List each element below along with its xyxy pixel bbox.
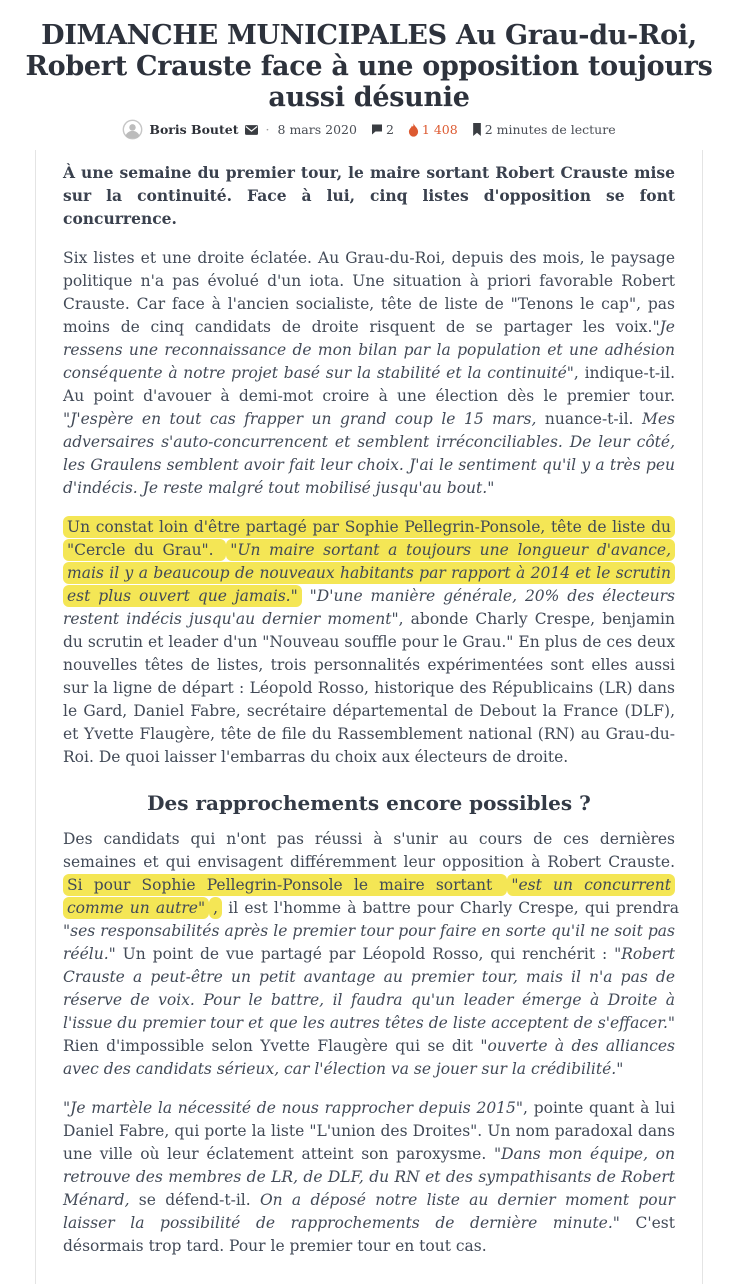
views-count: 1 408: [408, 122, 458, 137]
article-paragraph: [63, 828, 679, 1081]
bookmark-icon: [472, 123, 482, 136]
text-segment: se défend-t-il.: [129, 1191, 260, 1209]
highlighted-text: Si pour Sophie Pellegrin-Ponsole le maire sortant: [63, 874, 507, 896]
text-segment: "ouverte à des alliances avec des candidats sérieux, car l'élection va se jouer sur la crédibilité.": [63, 1037, 675, 1078]
article-content: [63, 247, 679, 1258]
avatar[interactable]: [122, 119, 143, 140]
highlighted-text: Un constat loin d'être partagé par Sophie Pellegrin-Ponsole, tête de liste du "Cercle du Grau".: [63, 516, 675, 561]
text-segment: [302, 587, 310, 605]
text-segment: "ses responsabilités après le premier tour pour faire en sorte qu'il ne soit pas réélu.": [63, 922, 675, 963]
comment-icon: [371, 124, 383, 135]
flame-icon: [408, 123, 419, 137]
highlighted-text: "est un concurrent comme un autre": [63, 874, 675, 919]
text-segment: nuance-t-il.: [536, 410, 642, 428]
text-segment: , abonde Charly Crespe, benjamin du scrutin et leader d'un "Nouveau souffle pour le Grau." En plus de ces deux nouvelles têtes de listes, trois personnalités expérimentées sont elles aussi sur la ligne de départ : Léopold Rosso, historique des Républicains (LR) dans le Gard, Daniel Fabre, secrétaire départemental de Debout la France (DLF), et Yvette Flaugère, tête de file du Rassemblement national (RN) au Grau-du-Roi. De quoi laisser l'embarras du choix aux électeurs de droite.: [63, 610, 675, 766]
text-segment: Un point de vue partagé par Léopold Rosso, qui renchérit :: [115, 945, 615, 963]
article-paragraph: [63, 247, 675, 500]
comments-count[interactable]: 2: [371, 122, 394, 137]
text-segment: il est l'homme à battre pour Charly Crespe, qui prendra: [222, 899, 679, 917]
author-name[interactable]: Boris Boutet: [149, 122, 239, 137]
text-segment: "Je ressens une reconnaissance de mon bilan par la population et une adhésion conséquente à notre projet basé sur la stabilité et la continuité": [63, 318, 675, 382]
byline: [0, 119, 738, 140]
text-segment: , pointe quant à lui Daniel Fabre, qui porte la liste "L'union des Droites". Un nom paradoxal dans une ville où leur éclatement atteint son paroxysme.: [63, 1099, 675, 1163]
envelope-icon[interactable]: [245, 125, 258, 135]
text-segment: Des candidats qui n'ont pas réussi à s'unir au cours de ces dernières semaines et qui envisagent différemment leur opposition à Robert Crauste.: [63, 830, 675, 871]
highlighted-text: ,: [209, 897, 222, 919]
text-segment: Mes adversaires s'auto-concurrencent et semblent irréconciliables. De leur côté, les Graulens semblent avoir fait leur choix. J'ai le sentiment qu'il y a très peu d'indécis. Je reste malgré tout mobilisé jusqu'au bout.": [63, 410, 675, 497]
article-paragraph: [63, 516, 675, 769]
text-segment: On a déposé notre liste au dernier moment pour laisser la possibilité de rapprochements de dernière minute.": [63, 1191, 675, 1232]
text-segment: "J'espère en tout cas frapper un grand coup le 15 mars,: [63, 410, 537, 428]
text-segment: "Robert Crauste a peut-être un petit avantage au premier tour, mais il n'a pas de réserve de voix. Pour le battre, il faudra qu'un leader émerge à Droite à l'issue du premier tour et que les autres têtes de liste acceptent de s'effacer.": [63, 945, 675, 1032]
highlighted-text: "Un maire sortant a toujours une longueur d'avance, mais il y a beaucoup de nouveaux habitants par rapport à 2014 et le scrutin est plus ouvert que jamais.": [63, 539, 675, 607]
byline-separator: ·: [265, 122, 270, 137]
article-body: [35, 150, 703, 1284]
text-segment: , indique-t-il. Au point d'avouer à demi-mot croire à une élection dès le premier tour.: [63, 364, 676, 405]
article-paragraph: [63, 1097, 675, 1258]
publish-date: 8 mars 2020: [277, 122, 357, 137]
text-segment: C'est désormais trop tard. Pour le premier tour en tout cas.: [63, 1214, 675, 1255]
section-heading: Des rapprochements encore possibles ?: [147, 791, 591, 815]
text-segment: "Dans mon équipe, on retrouve des membres de LR, de DLF, du RN et des sympathisants de Robert Ménard,: [63, 1145, 675, 1209]
text-segment: "D'une manière générale, 20% des électeurs restent indécis jusqu'au dernier moment": [63, 587, 675, 628]
text-segment: "Je martèle la nécessité de nous rapprocher depuis 2015": [63, 1099, 524, 1117]
text-segment: Rien d'impossible selon Yvette Flaugère qui se dit: [63, 1037, 481, 1055]
article-intro: À une semaine du premier tour, le maire sortant Robert Crauste mise sur la continuité. Face à lui, cinq listes d'opposition se font concurrence.: [63, 163, 675, 228]
page-title: DIMANCHE MUNICIPALES Au Grau-du-Roi, Robert Crauste face à une opposition toujours aussi désunie: [25, 20, 713, 113]
text-segment: Six listes et une droite éclatée. Au Grau-du-Roi, depuis des mois, le paysage politique n'a pas évolué d'un iota. Une situation à priori favorable Robert Crauste. Car face à l'ancien socialiste, tête de liste de "Tenons le cap", pas moins de cinq candidats de droite risquent de se partager les voix.: [63, 249, 675, 336]
read-time: 2 minutes de lecture: [472, 122, 616, 137]
